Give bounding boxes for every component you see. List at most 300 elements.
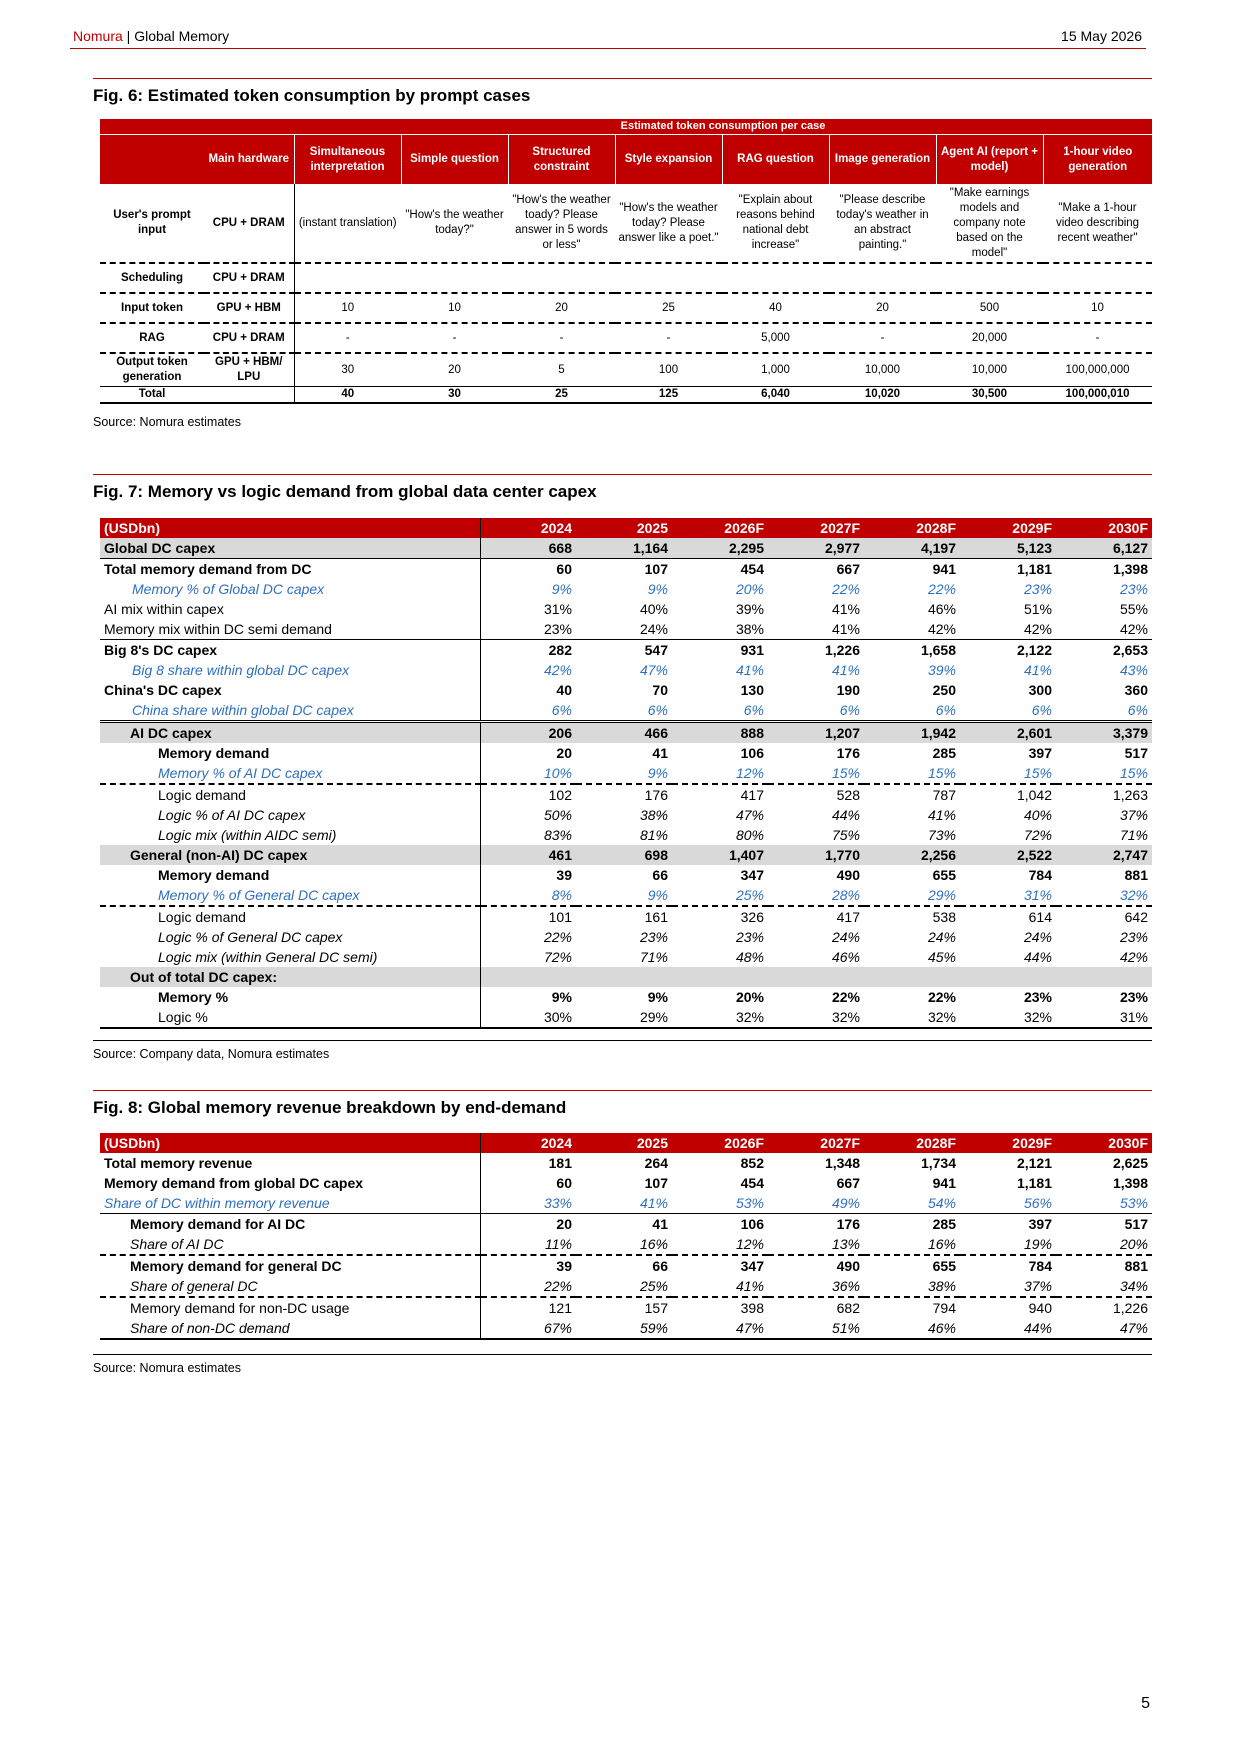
fig8-row-label: Memory demand for general DC: [100, 1255, 480, 1276]
fig6-col-header: Style expansion: [615, 135, 722, 185]
fig7-cell: 2,601: [960, 722, 1056, 744]
fig7-cell: 9%: [647, 580, 668, 597]
fig7-row-label: China's DC capex: [100, 680, 480, 700]
fig6-cell: 20,000: [936, 323, 1043, 353]
fig6-table: [100, 119, 1152, 404]
fig7-cell: 20%: [735, 580, 764, 597]
fig7-row: [100, 987, 1152, 1007]
fig7-cell: 300: [1028, 681, 1052, 698]
fig7-row-label: Memory demand: [100, 743, 480, 763]
fig7-cell: 20: [556, 744, 572, 761]
fig7-source: Source: Company data, Nomura estimates: [93, 1047, 330, 1061]
fig7-cell: 9%: [647, 988, 668, 1005]
fig8-cell: 41: [576, 1214, 672, 1235]
fig8-cell: 12%: [735, 1235, 764, 1252]
running-header: [73, 28, 229, 44]
fig7-row: [100, 640, 1152, 661]
fig8-cell: 20: [480, 1214, 576, 1235]
fig7-cell: 30%: [480, 1007, 576, 1028]
fig6-cell: 25: [615, 293, 722, 323]
fig7-cell: 1,658: [864, 640, 960, 661]
fig7-row: [100, 805, 1152, 825]
fig7-cell: 23%: [639, 928, 668, 945]
fig8-cell: 941: [932, 1174, 956, 1191]
fig7-row: [100, 784, 1152, 805]
fig8-row: [100, 1234, 1152, 1255]
fig7-cell: [576, 967, 672, 987]
fig7-cell: 6%: [1127, 701, 1148, 718]
fig8-cell: 44%: [960, 1318, 1056, 1339]
fig6-col-main-hardware: Main hardware: [204, 135, 294, 185]
fig7-cell: 47%: [735, 806, 764, 823]
fig8-cell: 56%: [1023, 1194, 1052, 1211]
fig7-cell: 41%: [735, 661, 764, 678]
fig7-row-label: General (non-AI) DC capex: [100, 845, 480, 865]
fig7-cell: 24%: [1023, 928, 1052, 945]
fig6-cell: 5: [508, 353, 615, 387]
fig7-cell: 668: [480, 538, 576, 559]
fig8-row: [100, 1173, 1152, 1193]
fig7-cell: 1,770: [768, 845, 864, 865]
fig7-row: [100, 763, 1152, 784]
fig7-row-label: Logic %: [100, 1007, 480, 1028]
fig7-cell: 22%: [831, 580, 860, 597]
fig7-cell: 1,398: [1056, 559, 1152, 580]
fig6-row-label: Output token generation: [100, 353, 204, 387]
fig7-cell: 2,256: [864, 845, 960, 865]
fig6-total-cell: 30,500: [936, 387, 1043, 404]
fig6-row-hardware: GPU + HBM/ LPU: [204, 353, 294, 387]
fig7-cell: 130: [740, 681, 764, 698]
fig8-cell: 25%: [639, 1277, 668, 1294]
fig6-cell: 20: [829, 293, 936, 323]
fig7-cell: [768, 967, 864, 987]
fig6-cell: 20: [508, 293, 615, 323]
fig7-cell: 23%: [1119, 988, 1148, 1005]
fig6-cell: "Explain about reasons behind national debt increase": [736, 194, 815, 251]
fig8-row-label: Total memory revenue: [100, 1153, 480, 1173]
fig7-year-header: 2024: [480, 518, 576, 538]
fig7-cell: 642: [1056, 906, 1152, 927]
fig8-year-header: 2030F: [1056, 1133, 1152, 1153]
fig7-row-label: Memory mix within DC semi demand: [100, 619, 480, 640]
fig7-cell: 941: [864, 559, 960, 580]
fig7-cell: 60: [480, 559, 576, 580]
fig7-cell: [960, 967, 1056, 987]
fig6-total-cell: 10,020: [829, 387, 936, 404]
fig7-cell: 6%: [935, 701, 956, 718]
fig7-cell: 6%: [551, 701, 572, 718]
fig6-row-label: RAG: [100, 323, 204, 353]
fig7-cell: 1,942: [864, 722, 960, 744]
fig6-row-label: Input token: [100, 293, 204, 323]
fig8-cell: 176: [768, 1214, 864, 1235]
fig7-cell: 888: [672, 722, 768, 744]
fig8-cell: 49%: [831, 1194, 860, 1211]
fig7-cell: 176: [576, 784, 672, 805]
fig6-cell: -: [294, 323, 401, 353]
fig6-row: [100, 323, 1152, 353]
fig7-cell: 931: [672, 640, 768, 661]
fig8-cell: 41%: [639, 1194, 668, 1211]
fig7-title: Fig. 7: Memory vs logic demand from global data center capex: [93, 482, 597, 501]
fig7-cell: 23%: [1119, 928, 1148, 945]
fig7-cell: [672, 967, 768, 987]
fig8-cell: 53%: [735, 1194, 764, 1211]
fig6-cell: [829, 263, 936, 293]
fig7-cell: 4,197: [864, 538, 960, 559]
fig7-cell: 614: [960, 906, 1056, 927]
fig7-cell: 417: [768, 906, 864, 927]
fig8-cell: 37%: [1023, 1277, 1052, 1294]
fig8-table: [100, 1133, 1152, 1340]
fig7-cell: 72%: [1023, 826, 1052, 843]
fig8-cell: 285: [864, 1214, 960, 1235]
fig7-row: [100, 885, 1152, 906]
fig7-cell: 784: [1028, 866, 1052, 883]
fig8-cell: 16%: [927, 1235, 956, 1252]
fig6-row: [100, 184, 1152, 263]
fig8-bottom-rule: [93, 1354, 1152, 1355]
fig7-cell: 15%: [1119, 764, 1148, 781]
fig7-cell: 23%: [543, 620, 572, 637]
fig7-cell: 32%: [768, 1007, 864, 1028]
fig7-cell: 9%: [647, 764, 668, 781]
fig6-cell: (instant translation): [294, 184, 401, 263]
fig8-cell: 1,734: [920, 1154, 956, 1171]
fig7-cell: 42%: [1119, 948, 1148, 965]
fig7-row-label: Logic demand: [100, 784, 480, 805]
fig7-cell: 9%: [551, 580, 572, 597]
fig6-row-hardware: CPU + DRAM: [204, 263, 294, 293]
fig8-cell: 51%: [768, 1318, 864, 1339]
fig6-total-cell: 6,040: [722, 387, 829, 404]
fig7-cell: 655: [932, 866, 956, 883]
fig7-row-label: China share within global DC capex: [100, 700, 480, 722]
fig7-cell: 23%: [1119, 580, 1148, 597]
fig7-cell: 40: [556, 681, 572, 698]
fig7-cell: 50%: [543, 806, 572, 823]
fig6-row-hardware: CPU + DRAM: [212, 216, 285, 229]
fig7-row: [100, 538, 1152, 559]
fig7-cell: 787: [864, 784, 960, 805]
fig6-col-header: Simple question: [401, 135, 508, 185]
fig6-row: [100, 263, 1152, 293]
fig7-cell: 46%: [831, 948, 860, 965]
fig7-cell: 23%: [1023, 580, 1052, 597]
fig7-cell: 6%: [647, 701, 668, 718]
fig7-cell: 72%: [543, 948, 572, 965]
fig7-cell: 32%: [864, 1007, 960, 1028]
fig8-year-header: 2029F: [960, 1133, 1056, 1153]
fig7-cell: 347: [740, 866, 764, 883]
fig7-row: [100, 599, 1152, 619]
fig7-bottom-rule: [93, 1040, 1152, 1041]
fig7-row-label: Total memory demand from DC: [100, 559, 480, 580]
fig7-cell: 83%: [543, 826, 572, 843]
fig7-cell: 1,263: [1056, 784, 1152, 805]
fig8-year-header: 2028F: [864, 1133, 960, 1153]
fig8-cell: 1,181: [1016, 1174, 1052, 1191]
fig8-row: [100, 1153, 1152, 1173]
fig7-cell: 285: [932, 744, 956, 761]
header-section: Global Memory: [134, 28, 230, 44]
fig8-cell: 1,348: [824, 1154, 860, 1171]
fig8-row: [100, 1276, 1152, 1297]
fig6-cell: [294, 263, 401, 293]
fig7-cell: 20%: [735, 988, 764, 1005]
fig7-cell: 2,122: [960, 640, 1056, 661]
fig7-cell: 42%: [927, 620, 956, 637]
fig7-cell: 102: [480, 784, 576, 805]
fig7-row-label: Memory % of Global DC capex: [100, 579, 480, 599]
fig7-row: [100, 967, 1152, 987]
fig6-cell: -: [508, 323, 615, 353]
fig6-cell: [615, 263, 722, 293]
fig6-cell: 500: [936, 293, 1043, 323]
fig6-cell: -: [829, 323, 936, 353]
fig6-cell: [1043, 263, 1152, 293]
fig8-unit: (USDbn): [100, 1133, 480, 1153]
fig7-cell: 41%: [927, 806, 956, 823]
fig6-total-cell: 30: [401, 387, 508, 404]
fig7-cell: 9%: [647, 886, 668, 903]
fig7-row: [100, 927, 1152, 947]
fig7-cell: 6%: [839, 701, 860, 718]
fig7-unit: (USDbn): [100, 518, 480, 538]
fig7-row: [100, 660, 1152, 680]
fig7-cell: 71%: [639, 948, 668, 965]
fig7-row-label: AI mix within capex: [100, 599, 480, 619]
fig6-cell: "How's the weather today? Please answer like a poet.": [618, 201, 719, 244]
fig7-cell: 31%: [1023, 886, 1052, 903]
fig7-cell: [1056, 967, 1152, 987]
fig7-cell: 45%: [927, 948, 956, 965]
fig6-cell: [722, 263, 829, 293]
fig7-cell: 24%: [927, 928, 956, 945]
fig8-cell: 53%: [1119, 1194, 1148, 1211]
fig8-cell: 38%: [927, 1277, 956, 1294]
fig6-cell: "Make earnings models and company note based on the model": [949, 186, 1030, 259]
fig8-cell: 121: [480, 1297, 576, 1318]
fig7-cell: 40%: [1023, 806, 1052, 823]
fig7-row-label: Global DC capex: [100, 538, 480, 559]
fig6-cell: "How's the weather toady? Please answer in 5 words or less": [512, 194, 611, 251]
fig7-cell: 22%: [831, 988, 860, 1005]
fig7-cell: 40%: [639, 600, 668, 617]
fig7-cell: 24%: [831, 928, 860, 945]
fig6-cell: 5,000: [722, 323, 829, 353]
fig7-row-label: Memory % of AI DC capex: [100, 763, 480, 784]
fig7-cell: 6%: [743, 701, 764, 718]
fig7-cell: 15%: [927, 764, 956, 781]
fig7-year-header: 2026F: [672, 518, 768, 538]
fig7-year-header: 2028F: [864, 518, 960, 538]
fig8-cell: 2,121: [1016, 1154, 1052, 1171]
fig6-cell: 40: [722, 293, 829, 323]
fig7-cell: 32%: [672, 1007, 768, 1028]
fig7-cell: 25%: [735, 886, 764, 903]
fig7-year-header: 2025: [576, 518, 672, 538]
fig6-col-header: Structured constraint: [508, 135, 615, 185]
fig6-col-header: Agent AI (report + model): [936, 135, 1043, 185]
fig7-cell: 454: [672, 559, 768, 580]
fig6-cell: [401, 263, 508, 293]
fig7-row-label: Memory % of General DC capex: [100, 885, 480, 906]
fig8-cell: 66: [576, 1255, 672, 1276]
fig8-source: Source: Nomura estimates: [93, 1361, 241, 1375]
fig7-cell: 417: [672, 784, 768, 805]
fig7-row-label: Memory %: [100, 987, 480, 1007]
fig7-cell: 23%: [735, 928, 764, 945]
fig7-rule: [93, 474, 1152, 475]
fig6-row: [100, 293, 1152, 323]
fig6-cell: [508, 263, 615, 293]
fig8-header-row: [100, 1133, 1152, 1153]
fig8-year-header: 2027F: [768, 1133, 864, 1153]
fig8-cell: 347: [672, 1255, 768, 1276]
fig7-cell: 42%: [1119, 620, 1148, 637]
fig8-cell: 36%: [831, 1277, 860, 1294]
fig7-cell: 1,226: [768, 640, 864, 661]
fig8-cell: 59%: [576, 1318, 672, 1339]
fig7-cell: 667: [768, 559, 864, 580]
fig7-cell: 6%: [1031, 701, 1052, 718]
fig6-cell: 10: [1043, 293, 1152, 323]
fig7-cell: 38%: [735, 620, 764, 637]
fig8-cell: 39: [480, 1255, 576, 1276]
fig6-cell: "Make a 1-hour video describing recent weather": [1055, 201, 1140, 244]
fig7-cell: 55%: [1119, 600, 1148, 617]
fig7-cell: 106: [740, 744, 764, 761]
fig8-cell: 47%: [672, 1318, 768, 1339]
fig7-cell: 1,042: [960, 784, 1056, 805]
fig6-col-header: RAG question: [722, 135, 829, 185]
fig7-cell: 1,407: [672, 845, 768, 865]
fig8-cell: 19%: [1023, 1235, 1052, 1252]
fig8-row: [100, 1255, 1152, 1276]
fig7-cell: 881: [1124, 866, 1148, 883]
fig7-row: [100, 579, 1152, 599]
fig7-row: [100, 743, 1152, 763]
fig8-title: Fig. 8: Global memory revenue breakdown by end-demand: [93, 1098, 567, 1117]
fig8-cell: 181: [548, 1154, 572, 1171]
fig6-rule: [93, 78, 1152, 79]
fig7-cell: 80%: [735, 826, 764, 843]
fig7-row-label: Logic mix (within General DC semi): [100, 947, 480, 967]
fig8-cell: 54%: [927, 1194, 956, 1211]
fig7-cell: 15%: [831, 764, 860, 781]
fig7-cell: 528: [768, 784, 864, 805]
fig6-row-hardware: GPU + HBM: [204, 293, 294, 323]
fig8-cell: 157: [576, 1297, 672, 1318]
fig7-cell: 37%: [1119, 806, 1148, 823]
fig7-cell: 2,522: [960, 845, 1056, 865]
fig7-cell: 71%: [1119, 826, 1148, 843]
fig7-row-label: Memory demand: [100, 865, 480, 885]
fig8-cell: 940: [960, 1297, 1056, 1318]
fig8-cell: 13%: [831, 1235, 860, 1252]
fig7-row: [100, 845, 1152, 865]
fig8-cell: 1,398: [1112, 1174, 1148, 1191]
fig6-cell: -: [615, 323, 722, 353]
fig7-year-header: 2029F: [960, 518, 1056, 538]
fig7-cell: 46%: [927, 600, 956, 617]
fig8-row-label: Share of DC within memory revenue: [100, 1193, 480, 1214]
fig8-year-header: 2024: [480, 1133, 576, 1153]
fig7-cell: 538: [864, 906, 960, 927]
fig8-row: [100, 1318, 1152, 1339]
fig7-row: [100, 722, 1152, 744]
fig7-cell: 51%: [1023, 600, 1052, 617]
fig7-cell: 490: [836, 866, 860, 883]
fig6-top-header: Estimated token consumption per case: [294, 119, 1152, 135]
fig6-cell: "How's the weather today?": [405, 209, 504, 236]
fig8-cell: 667: [836, 1174, 860, 1191]
fig6-title: Fig. 6: Estimated token consumption by prompt cases: [93, 86, 531, 105]
fig7-cell: 2,747: [1056, 845, 1152, 865]
fig7-cell: 23%: [1023, 988, 1052, 1005]
fig7-cell: 1,181: [960, 559, 1056, 580]
fig6-total-cell: 25: [508, 387, 615, 404]
fig6-total-row: [100, 387, 1152, 404]
fig8-cell: 852: [740, 1154, 764, 1171]
fig7-cell: 9%: [551, 988, 572, 1005]
fig6-cell: -: [1043, 323, 1152, 353]
fig8-cell: 655: [864, 1255, 960, 1276]
fig6-row-hardware: CPU + DRAM: [204, 323, 294, 353]
fig7-cell: 41%: [831, 600, 860, 617]
fig7-cell: 6,127: [1056, 538, 1152, 559]
fig7-row-label: Logic mix (within AIDC semi): [100, 825, 480, 845]
fig7-cell: 41%: [1023, 661, 1052, 678]
fig7-cell: 397: [1028, 744, 1052, 761]
fig8-row-label: Share of non-DC demand: [100, 1318, 480, 1339]
fig8-cell: 1,226: [1056, 1297, 1152, 1318]
fig7-cell: 190: [836, 681, 860, 698]
fig6-cell: 30: [294, 353, 401, 387]
fig7-row-label: Logic % of General DC capex: [100, 927, 480, 947]
fig7-cell: [864, 967, 960, 987]
fig6-col-header: 1-hour video generation: [1043, 135, 1152, 185]
fig7-row: [100, 865, 1152, 885]
fig8-cell: 784: [960, 1255, 1056, 1276]
fig7-cell: [480, 967, 576, 987]
fig8-cell: 41%: [735, 1277, 764, 1294]
header-date: 15 May 2026: [1061, 28, 1142, 44]
fig8-row-label: Memory demand from global DC capex: [100, 1173, 480, 1193]
fig6-cell: 100: [615, 353, 722, 387]
fig7-row-label: Logic % of AI DC capex: [100, 805, 480, 825]
fig7-cell: 698: [576, 845, 672, 865]
fig7-cell: 12%: [735, 764, 764, 781]
fig7-cell: 29%: [576, 1007, 672, 1028]
fig8-cell: 60: [556, 1174, 572, 1191]
brand-name: Nomura: [73, 28, 123, 44]
fig8-cell: 398: [672, 1297, 768, 1318]
fig8-cell: 517: [1056, 1214, 1152, 1235]
fig7-cell: 3,379: [1056, 722, 1152, 744]
fig6-cell: -: [401, 323, 508, 353]
fig7-cell: 547: [576, 640, 672, 661]
fig8-cell: 264: [644, 1154, 668, 1171]
fig6-cell: 10,000: [936, 353, 1043, 387]
fig6-cell: 10: [401, 293, 508, 323]
fig7-cell: 360: [1124, 681, 1148, 698]
fig7-cell: 70: [652, 681, 668, 698]
fig8-cell: 33%: [543, 1194, 572, 1211]
fig7-year-header: 2027F: [768, 518, 864, 538]
